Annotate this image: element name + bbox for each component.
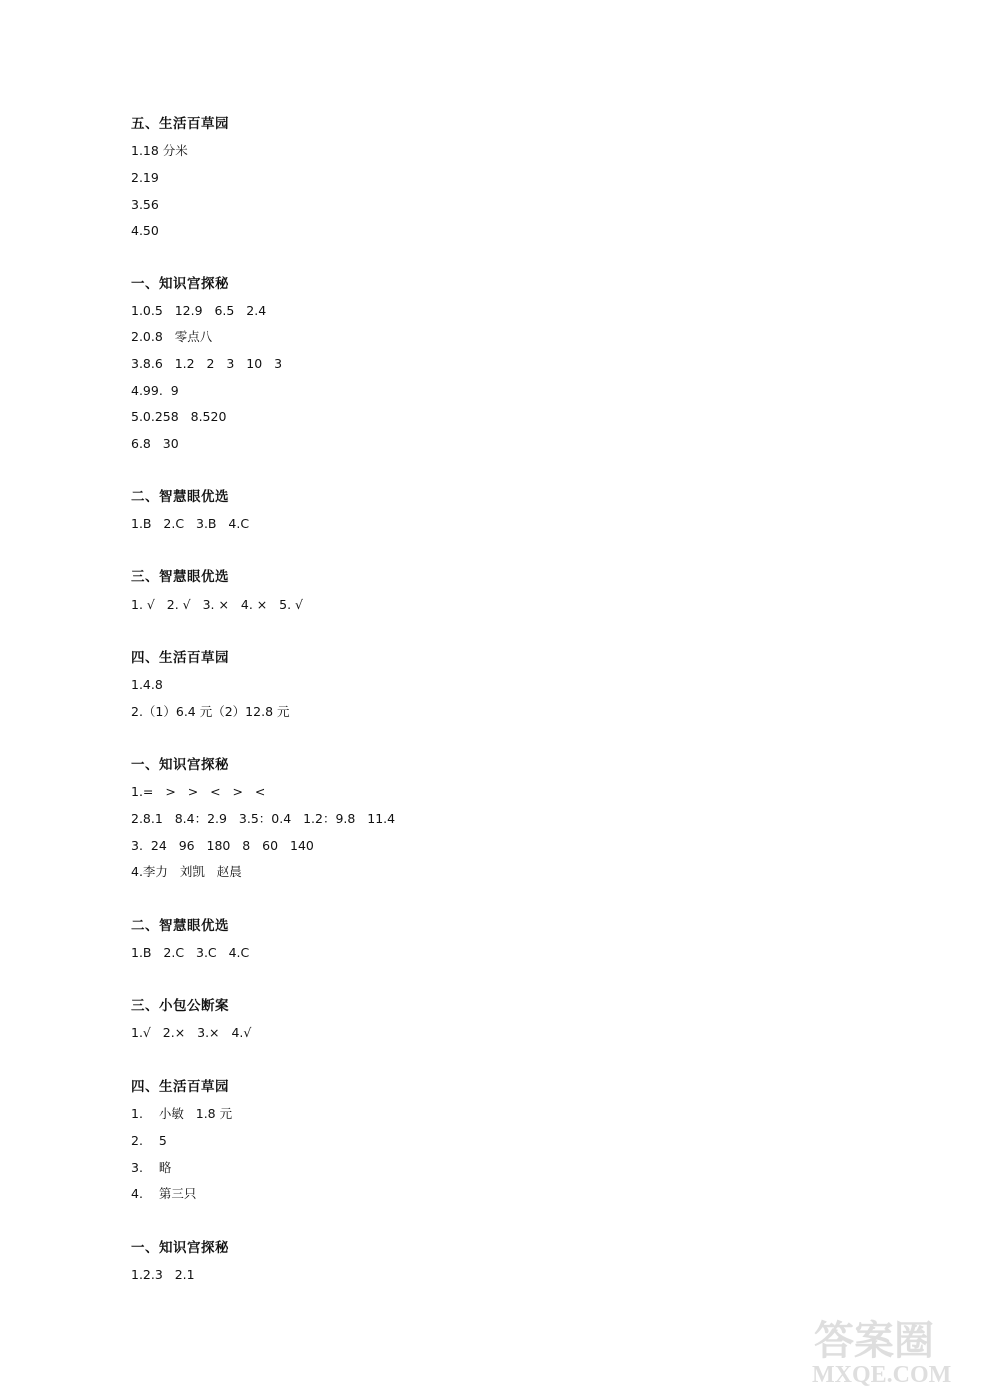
answer-line: 1.B 2.C 3.B 4.C bbox=[131, 516, 250, 531]
answer-line: 2.0.8 零点八 bbox=[131, 329, 213, 344]
answer-line: 2.8.1 8.4：2.9 3.5：0.4 1.2：9.8 11.4 bbox=[131, 811, 396, 826]
section-heading: 三、智慧眼优选 bbox=[131, 569, 229, 585]
answer-line: 1. 小敏 1.8 元 bbox=[131, 1106, 233, 1121]
answer-line: 3.8.6 1.2 2 3 10 3 bbox=[131, 356, 283, 371]
answer-line: 1.2.3 2.1 bbox=[131, 1267, 195, 1282]
section-heading: 一、知识宫探秘 bbox=[131, 1240, 229, 1256]
answer-line: 4.李力 刘凯 赵晨 bbox=[131, 864, 242, 879]
answer-line: 4. 第三只 bbox=[131, 1186, 197, 1201]
section-heading: 四、生活百草园 bbox=[131, 1079, 229, 1095]
section-heading: 一、知识宫探秘 bbox=[131, 757, 229, 773]
answer-line: 1.√ 2.× 3.× 4.√ bbox=[131, 1025, 252, 1040]
answer-line: 1.0.5 12.9 6.5 2.4 bbox=[131, 303, 267, 318]
watermark-bottom-text: MXQE.COM bbox=[812, 1362, 952, 1388]
answer-line: 3.56 bbox=[131, 197, 159, 212]
answer-line: 6.8 30 bbox=[131, 436, 179, 451]
answer-line: 4.99. 9 bbox=[131, 383, 179, 398]
answer-line: 2.19 bbox=[131, 170, 159, 185]
answer-line: 3. 略 bbox=[131, 1160, 172, 1175]
answer-line: 2. 5 bbox=[131, 1133, 167, 1148]
watermark-logo bbox=[804, 1310, 994, 1388]
section-heading: 一、知识宫探秘 bbox=[131, 276, 229, 292]
section-heading: 二、智慧眼优选 bbox=[131, 489, 229, 505]
section-heading: 二、智慧眼优选 bbox=[131, 918, 229, 934]
answer-line: 1.18 分米 bbox=[131, 143, 188, 158]
answer-line: 3. 24 96 180 8 60 140 bbox=[131, 838, 314, 853]
answer-line: 2.（1）6.4 元（2）12.8 元 bbox=[131, 704, 290, 719]
answer-line: 1.B 2.C 3.C 4.C bbox=[131, 945, 250, 960]
answer-line: 4.50 bbox=[131, 223, 159, 238]
section-heading: 四、生活百草园 bbox=[131, 650, 229, 666]
answer-line: 1.= > > < > < bbox=[131, 784, 266, 799]
answer-line: 5.0.258 8.520 bbox=[131, 409, 227, 424]
answer-line: 1. √ 2. √ 3. × 4. × 5. √ bbox=[131, 597, 304, 612]
section-heading: 五、生活百草园 bbox=[131, 116, 229, 132]
section-heading: 三、小包公断案 bbox=[131, 998, 229, 1014]
watermark-top-text: 答案圈 bbox=[814, 1318, 934, 1363]
answer-line: 1.4.8 bbox=[131, 677, 163, 692]
